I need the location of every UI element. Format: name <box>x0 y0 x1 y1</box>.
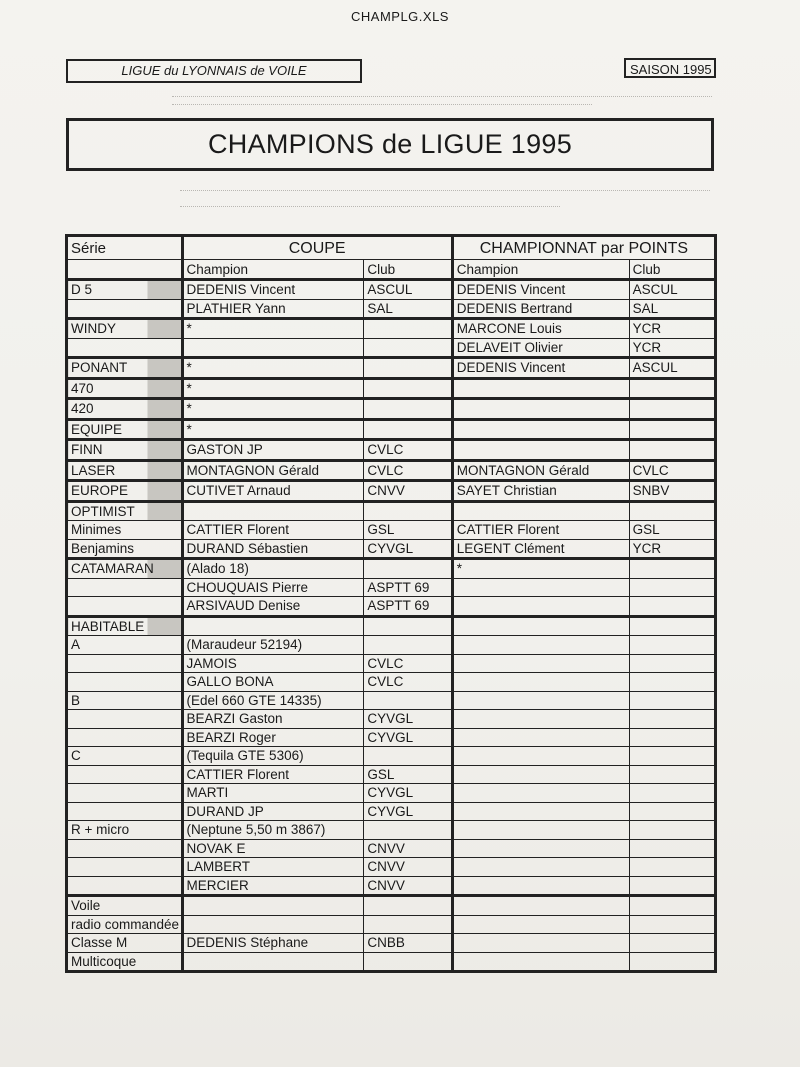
row-coupe-club <box>364 747 452 766</box>
row-points-club <box>629 710 715 729</box>
row-coupe-champion: (Tequila GTE 5306) <box>182 747 364 766</box>
row-points-club <box>629 821 715 840</box>
row-points-champion <box>452 399 629 420</box>
row-coupe-club <box>364 319 452 339</box>
row-points-champion: DEDENIS Vincent <box>452 358 629 379</box>
row-serie: Classe M <box>67 934 183 953</box>
row-serie: EQUIPE <box>67 419 183 440</box>
row-coupe-club <box>364 915 452 934</box>
row-serie: CATAMARAN <box>67 559 183 579</box>
row-coupe-champion <box>182 338 364 358</box>
row-coupe-club: GSL <box>364 521 452 540</box>
row-coupe-champion: (Alado 18) <box>182 559 364 579</box>
row-points-club: YCR <box>629 319 715 339</box>
row-serie <box>67 578 183 597</box>
row-points-club: SAL <box>629 299 715 319</box>
table-row <box>67 338 716 358</box>
subheader-points-club: Club <box>629 260 715 280</box>
table-row <box>67 319 716 339</box>
row-points-champion <box>452 501 629 521</box>
row-points-club <box>629 654 715 673</box>
table-row <box>67 896 716 916</box>
champions-table <box>65 234 717 973</box>
row-points-club: CVLC <box>629 460 715 481</box>
row-serie <box>67 710 183 729</box>
row-points-champion <box>452 876 629 896</box>
row-points-champion <box>452 839 629 858</box>
table-row <box>67 876 716 896</box>
row-coupe-champion: (Neptune 5,50 m 3867) <box>182 821 364 840</box>
row-serie <box>67 728 183 747</box>
table-row <box>67 501 716 521</box>
table-row <box>67 858 716 877</box>
row-coupe-club: CNBB <box>364 934 452 953</box>
row-coupe-club: CYVGL <box>364 710 452 729</box>
table-row <box>67 839 716 858</box>
table-row <box>67 784 716 803</box>
row-points-champion: SAYET Christian <box>452 481 629 502</box>
row-serie <box>67 654 183 673</box>
row-coupe-champion: BEARZI Gaston <box>182 710 364 729</box>
subheader-empty <box>67 260 183 280</box>
row-coupe-club: CVLC <box>364 673 452 692</box>
table-row <box>67 952 716 972</box>
row-points-club <box>629 691 715 710</box>
row-points-club <box>629 673 715 692</box>
row-coupe-champion <box>182 915 364 934</box>
row-coupe-club: ASPTT 69 <box>364 578 452 597</box>
season-box: SAISON 1995 <box>624 58 716 78</box>
row-serie: 470 <box>67 378 183 399</box>
row-points-champion <box>452 440 629 461</box>
scan-noise <box>180 206 560 208</box>
row-points-champion <box>452 915 629 934</box>
row-points-club <box>629 616 715 636</box>
row-serie: D 5 <box>67 280 183 300</box>
row-points-champion <box>452 616 629 636</box>
row-serie: FINN <box>67 440 183 461</box>
table-subheader-row <box>67 260 716 280</box>
row-coupe-champion: PLATHIER Yann <box>182 299 364 319</box>
row-coupe-club: ASPTT 69 <box>364 597 452 617</box>
row-points-champion <box>452 578 629 597</box>
row-coupe-club: CYVGL <box>364 539 452 559</box>
row-serie: R + micro <box>67 821 183 840</box>
table-row <box>67 539 716 559</box>
row-coupe-champion: ARSIVAUD Denise <box>182 597 364 617</box>
row-points-champion <box>452 691 629 710</box>
row-points-club <box>629 934 715 953</box>
row-points-club <box>629 952 715 972</box>
row-points-champion <box>452 419 629 440</box>
row-serie <box>67 673 183 692</box>
row-points-club: ASCUL <box>629 358 715 379</box>
row-points-club <box>629 419 715 440</box>
row-coupe-champion: DURAND JP <box>182 802 364 821</box>
row-points-club <box>629 784 715 803</box>
subheader-coupe-champion: Champion <box>182 260 364 280</box>
row-coupe-champion: MERCIER <box>182 876 364 896</box>
row-coupe-champion: DEDENIS Stéphane <box>182 934 364 953</box>
row-points-club: SNBV <box>629 481 715 502</box>
table-row <box>67 358 716 379</box>
row-points-club <box>629 597 715 617</box>
row-coupe-club <box>364 358 452 379</box>
row-serie: Voile <box>67 896 183 916</box>
row-points-champion: MARCONE Louis <box>452 319 629 339</box>
row-serie: Multicoque <box>67 952 183 972</box>
table-row <box>67 616 716 636</box>
row-coupe-champion: GALLO BONA <box>182 673 364 692</box>
row-coupe-champion: GASTON JP <box>182 440 364 461</box>
row-coupe-club <box>364 952 452 972</box>
row-coupe-champion: MONTAGNON Gérald <box>182 460 364 481</box>
table-row <box>67 521 716 540</box>
row-coupe-club: CNVV <box>364 876 452 896</box>
row-coupe-club: CNVV <box>364 839 452 858</box>
table-header-row <box>67 236 716 260</box>
table-row <box>67 481 716 502</box>
row-serie <box>67 765 183 784</box>
row-coupe-club <box>364 616 452 636</box>
row-points-club <box>629 915 715 934</box>
table-row <box>67 654 716 673</box>
row-points-club <box>629 440 715 461</box>
row-serie: EUROPE <box>67 481 183 502</box>
row-coupe-club <box>364 896 452 916</box>
row-coupe-club: ASCUL <box>364 280 452 300</box>
row-serie <box>67 299 183 319</box>
row-points-champion <box>452 747 629 766</box>
row-serie <box>67 338 183 358</box>
row-points-champion <box>452 896 629 916</box>
row-points-champion <box>452 821 629 840</box>
row-points-champion <box>452 858 629 877</box>
scan-noise <box>172 96 712 98</box>
row-points-club <box>629 765 715 784</box>
row-coupe-club <box>364 501 452 521</box>
row-coupe-champion: BEARZI Roger <box>182 728 364 747</box>
row-points-champion <box>452 710 629 729</box>
row-coupe-champion: CUTIVET Arnaud <box>182 481 364 502</box>
row-points-club <box>629 559 715 579</box>
row-coupe-champion: MARTI <box>182 784 364 803</box>
row-points-champion: * <box>452 559 629 579</box>
row-points-champion <box>452 765 629 784</box>
table-row <box>67 636 716 655</box>
table-row <box>67 578 716 597</box>
row-coupe-champion <box>182 896 364 916</box>
row-coupe-club: CYVGL <box>364 784 452 803</box>
row-points-champion: DEDENIS Vincent <box>452 280 629 300</box>
row-points-club <box>629 839 715 858</box>
row-points-champion <box>452 934 629 953</box>
subheader-points-champion: Champion <box>452 260 629 280</box>
row-serie: LASER <box>67 460 183 481</box>
row-points-club <box>629 747 715 766</box>
table-row <box>67 280 716 300</box>
row-points-club <box>629 578 715 597</box>
row-points-champion <box>452 673 629 692</box>
table-row <box>67 440 716 461</box>
row-points-club <box>629 896 715 916</box>
row-coupe-champion: CHOUQUAIS Pierre <box>182 578 364 597</box>
row-coupe-club <box>364 691 452 710</box>
row-serie: 420 <box>67 399 183 420</box>
row-points-champion <box>452 802 629 821</box>
table-row <box>67 691 716 710</box>
row-coupe-champion: (Edel 660 GTE 14335) <box>182 691 364 710</box>
row-serie: PONANT <box>67 358 183 379</box>
table-row <box>67 399 716 420</box>
row-points-champion <box>452 952 629 972</box>
row-coupe-champion: * <box>182 399 364 420</box>
serie-header: Série <box>67 236 183 260</box>
table-row <box>67 747 716 766</box>
row-serie: Minimes <box>67 521 183 540</box>
row-coupe-club <box>364 559 452 579</box>
row-points-champion: MONTAGNON Gérald <box>452 460 629 481</box>
row-points-club <box>629 399 715 420</box>
row-coupe-club: CVLC <box>364 460 452 481</box>
row-serie <box>67 858 183 877</box>
row-coupe-club: CYVGL <box>364 728 452 747</box>
row-points-champion: LEGENT Clément <box>452 539 629 559</box>
row-points-champion <box>452 728 629 747</box>
row-points-club <box>629 802 715 821</box>
row-serie: A <box>67 636 183 655</box>
file-name: CHAMPLG.XLS <box>351 9 449 24</box>
row-coupe-club <box>364 399 452 420</box>
row-coupe-champion <box>182 501 364 521</box>
row-serie: HABITABLE <box>67 616 183 636</box>
row-coupe-champion: CATTIER Florent <box>182 765 364 784</box>
row-points-club: YCR <box>629 338 715 358</box>
table-row <box>67 802 716 821</box>
row-serie: C <box>67 747 183 766</box>
league-name-box: LIGUE du LYONNAIS de VOILE <box>66 59 362 83</box>
row-coupe-champion: * <box>182 319 364 339</box>
row-points-club: YCR <box>629 539 715 559</box>
row-serie <box>67 802 183 821</box>
table-row <box>67 915 716 934</box>
row-coupe-club <box>364 821 452 840</box>
row-coupe-club: GSL <box>364 765 452 784</box>
row-coupe-club: CNVV <box>364 858 452 877</box>
row-coupe-champion: DEDENIS Vincent <box>182 280 364 300</box>
page-title: CHAMPIONS de LIGUE 1995 <box>66 118 714 171</box>
row-serie: WINDY <box>67 319 183 339</box>
row-points-club <box>629 501 715 521</box>
table-row <box>67 728 716 747</box>
row-coupe-club <box>364 419 452 440</box>
scan-noise <box>180 190 710 192</box>
table-row <box>67 378 716 399</box>
row-points-champion <box>452 378 629 399</box>
row-serie <box>67 839 183 858</box>
scan-noise <box>172 104 592 106</box>
row-points-club <box>629 876 715 896</box>
row-coupe-club <box>364 636 452 655</box>
table-row <box>67 765 716 784</box>
row-coupe-club: SAL <box>364 299 452 319</box>
row-coupe-champion <box>182 952 364 972</box>
row-points-club <box>629 378 715 399</box>
row-serie: Benjamins <box>67 539 183 559</box>
row-coupe-club <box>364 338 452 358</box>
table-row <box>67 710 716 729</box>
table-row <box>67 821 716 840</box>
row-serie: OPTIMIST <box>67 501 183 521</box>
row-points-champion: DEDENIS Bertrand <box>452 299 629 319</box>
table-row <box>67 419 716 440</box>
row-coupe-champion <box>182 616 364 636</box>
row-serie: radio commandée <box>67 915 183 934</box>
row-coupe-champion: CATTIER Florent <box>182 521 364 540</box>
row-coupe-club: CVLC <box>364 440 452 461</box>
row-serie <box>67 597 183 617</box>
table-row <box>67 559 716 579</box>
row-coupe-champion: (Maraudeur 52194) <box>182 636 364 655</box>
row-serie <box>67 876 183 896</box>
row-points-club <box>629 636 715 655</box>
row-points-champion <box>452 654 629 673</box>
row-coupe-champion: * <box>182 419 364 440</box>
row-points-club: ASCUL <box>629 280 715 300</box>
table-row <box>67 460 716 481</box>
row-coupe-champion: * <box>182 378 364 399</box>
coupe-header: COUPE <box>182 236 452 260</box>
row-coupe-champion: NOVAK E <box>182 839 364 858</box>
row-points-champion <box>452 636 629 655</box>
table-row <box>67 299 716 319</box>
row-coupe-champion: LAMBERT <box>182 858 364 877</box>
championnat-header: CHAMPIONNAT par POINTS <box>452 236 715 260</box>
row-coupe-champion: * <box>182 358 364 379</box>
row-points-champion <box>452 784 629 803</box>
row-points-champion: CATTIER Florent <box>452 521 629 540</box>
table-row <box>67 673 716 692</box>
row-coupe-champion: JAMOIS <box>182 654 364 673</box>
row-points-club <box>629 858 715 877</box>
table-row <box>67 597 716 617</box>
subheader-coupe-club: Club <box>364 260 452 280</box>
row-serie <box>67 784 183 803</box>
row-coupe-club: CVLC <box>364 654 452 673</box>
row-coupe-club <box>364 378 452 399</box>
table-row <box>67 934 716 953</box>
row-coupe-champion: DURAND Sébastien <box>182 539 364 559</box>
row-points-champion <box>452 597 629 617</box>
row-coupe-club: CNVV <box>364 481 452 502</box>
row-coupe-club: CYVGL <box>364 802 452 821</box>
row-points-champion: DELAVEIT Olivier <box>452 338 629 358</box>
row-points-club: GSL <box>629 521 715 540</box>
row-serie: B <box>67 691 183 710</box>
row-points-club <box>629 728 715 747</box>
